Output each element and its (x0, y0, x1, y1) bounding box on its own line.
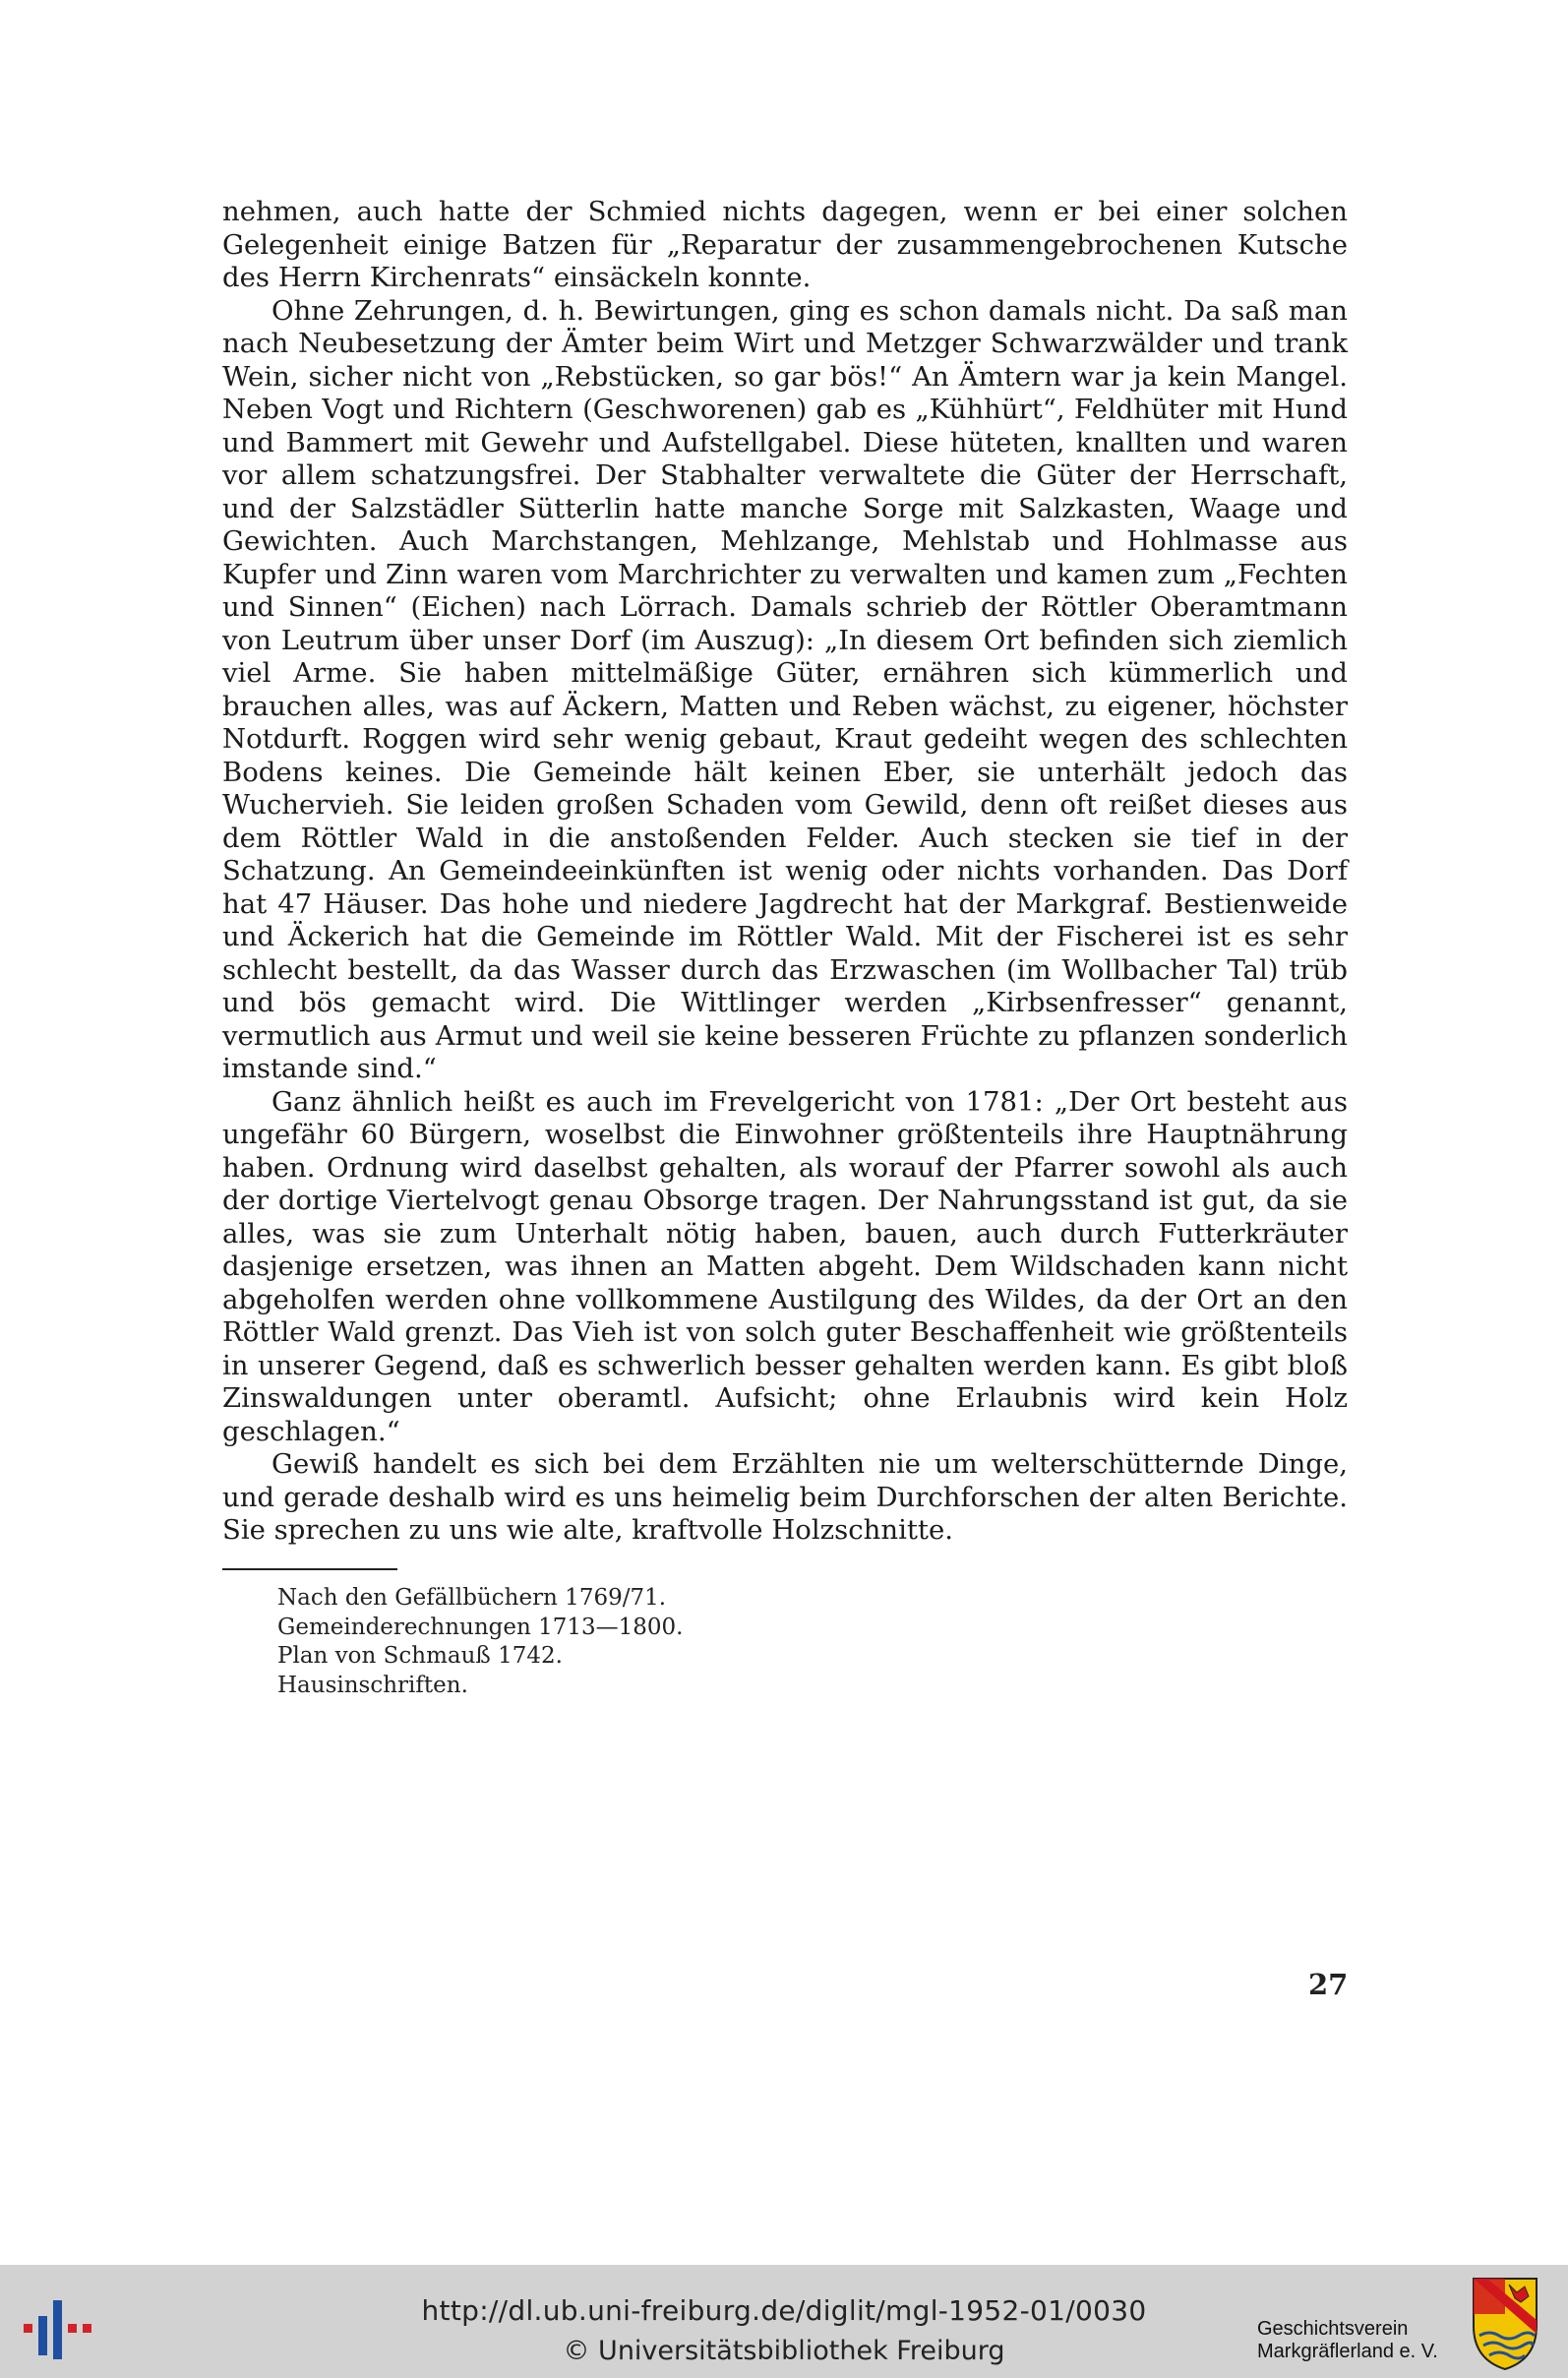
permalink-link[interactable]: http://dl.ub.uni-freiburg.de/diglit/mgl-1952-01/0030 (421, 2294, 1147, 2327)
paragraph-4: Gewiß handelt es sich bei dem Erzählten nie um welterschütternde Dinge, und gerade deshalb wird es uns heimelig beim Durchforschen der alten Berichte. Sie sprechen zu uns wie alte, kraftvolle Holzschnitte. (222, 1448, 1348, 1546)
paragraph-1: nehmen, auch hatte der Schmied nichts dagegen, wenn er bei einer solchen Gelegenheit einige Batzen für „Reparatur der zusammengebrochenen Kutsche des Herrn Kirchenrats“ einsäckeln konnte. (222, 196, 1348, 293)
body-text (222, 196, 1348, 1548)
page-number: 27 (1308, 1968, 1349, 2001)
society-name-line2: Markgräflerland e. V. (1257, 2341, 1438, 2362)
source-item: Nach den Gefällbüchern 1769/71. (277, 1585, 667, 1611)
sources-list (277, 1584, 683, 1700)
coat-of-arms-icon (1470, 2275, 1540, 2371)
copyright-notice: © Universitätsbibliothek Freiburg (563, 2336, 1005, 2366)
paragraph-2: Ohne Zehrungen, d. h. Bewirtungen, ging es schon damals nicht. Da saß man nach Neubesetzung der Ämter beim Wirt und Metzger Schwarzwälder und trank Wein, sicher nicht von „Rebstücken, so gar bös!“ An Ämtern war ja kein Mangel. Neben Vogt und Richtern (Geschworenen) gab es „Kühhürt“, Feldhüter mit Hund und Bammert mit Gewehr und Aufstellgabel. Diese hüteten, knallten und waren vor allem schatzungsfrei. Der Stabhalter verwaltete die Güter der Herrschaft, und der Salzstädler Sütterlin hatte manche Sorge mit Salzkasten, Waage und Gewichten. Auch Marchstangen, Mehlzange, Mehlstab und Hohlmasse aus Kupfer und Zinn waren vom Marchrichter zu verwalten und kamen zum „Fechten und Sinnen“ (Eichen) nach Lörrach. Damals schrieb der Röttler Oberamtmann von Leutrum über unser Dorf (im Auszug): „In diesem Ort befinden sich ziemlich viel Arme. Sie haben mittelmäßige Güter, ernähren sich kümmerlich und brauchen alles, was auf Äckern, Matten und Reben wächst, zu eigener, höchster Notdurft. Roggen wird sehr wenig gebaut, Kraut gedeiht wegen des schlechten Bodens keines. Die Gemeinde hält keinen Eber, sie unterhält jedoch das Wuchervieh. Sie leiden großen Schaden vom Gewild, denn oft reißet dieses aus dem Röttler Wald in die anstoßenden Felder. Auch stecken sie tief in der Schatzung. An Gemeindeeinkünften ist wenig oder nichts vorhanden. Das Dorf hat 47 Häuser. Das hohe und niedere Jagdrecht hat der Markgraf. Bestienweide und Äckerich hat die Gemeinde im Röttler Wald. Mit der Fischerei ist es sehr schlecht bestellt, da das Wasser durch das Erzwaschen (im Wollbacher Tal) trüb und bös gemacht wird. Die Wittlinger werden „Kirbsenfresser“ genannt, vermutlich aus Armut und weil sie keine besseren Früchte zu pflanzen sonderlich imstande sind.“ (222, 294, 1348, 1084)
paragraph-3: Ganz ähnlich heißt es auch im Frevelgericht von 1781: „Der Ort besteht aus ungefähr 60 Bürgern, woselbst die Einwohner größtenteils ihre Hauptnährung haben. Ordnung wird daselbst gehalten, als worauf der Pfarrer sowohl als auch der dortige Viertelvogt genau Obsorge tragen. Der Nahrungsstand ist gut, da sie alles, was sie zum Unterhalt nötig haben, bauen, auch durch Futterkräuter dasjenige ersetzen, was ihnen an Matten abgeht. Dem Wildschaden kann nicht abgeholfen werden ohne vollkommene Austilgung des Wildes, da der Ort an den Röttler Wald grenzt. Das Vieh ist von solch guter Beschaffenheit wie größtenteils in unserer Gegend, daß es schwerlich besser gehalten werden kann. Es gibt bloß Zinswaldungen unter oberamtl. Aufsicht; ohne Erlaubnis wird kein Holz geschlagen.“ (222, 1085, 1348, 1447)
viewer-footer (0, 2265, 1568, 2378)
footnote-divider (222, 1568, 397, 1570)
society-name (1257, 2318, 1438, 2363)
source-item: Plan von Schmauß 1742. (277, 1643, 563, 1669)
society-name-line1: Geschichtsverein (1257, 2318, 1409, 2340)
source-item: Gemeinderechnungen 1713—1800. (277, 1614, 684, 1640)
source-item: Hausinschriften. (277, 1672, 468, 1698)
